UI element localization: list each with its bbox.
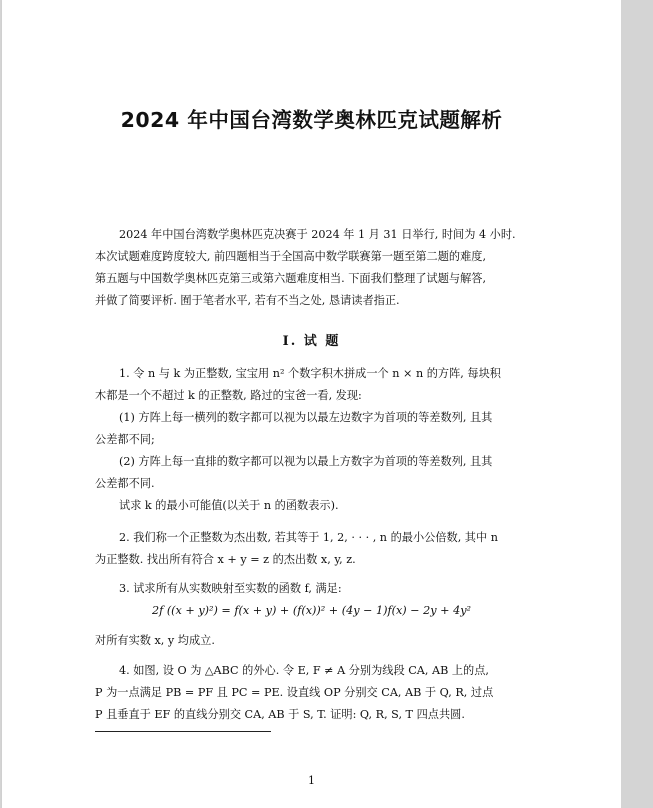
problem-line: 公差都不同;: [95, 433, 155, 446]
problem-line: 4. 如图, 设 O 为 △ABC 的外心. 令 E, F ≠ A 分别为线段 CA, AB 上的点,: [119, 664, 489, 677]
problem-line: 为正整数. 找出所有符合 x + y = z 的杰出数 x, y, z.: [95, 553, 356, 566]
problem-line: P 为一点满足 PB = PF 且 PC = PE. 设直线 OP 分别交 CA, AB 于 Q, R, 过点: [95, 686, 494, 699]
intro-line: 第五题与中国数学奥林匹克第三或第六题难度相当. 下面我们整理了试题与解答,: [95, 272, 487, 285]
problem-line: 3. 试求所有从实数映射至实数的函数 f, 满足:: [119, 582, 342, 595]
problem-line: 木都是一个不超过 k 的正整数, 路过的宝爸一看, 发现:: [95, 389, 362, 402]
section-heading: I. 试 题: [282, 334, 341, 349]
intro-line: 2024 年中国台湾数学奥林匹克决赛于 2024 年 1 月 31 日举行, 时间为 4 小时.: [119, 228, 516, 241]
document-page: [2, 0, 621, 808]
problem-line: 公差都不同.: [95, 477, 155, 490]
problem-3-condition: [95, 630, 533, 652]
problem-line: 1. 令 n 与 k 为正整数, 宝宝用 n² 个数字积木拼成一个 n × n 的方阵, 每块积: [119, 367, 501, 380]
problem-line: (1) 方阵上每一横列的数字都可以视为以最左边数字为首项的等差数列, 且其: [119, 411, 493, 424]
problem-4: [95, 660, 533, 726]
problem-3: [95, 578, 533, 600]
problem-1: [95, 363, 533, 517]
problem-2: [95, 527, 533, 571]
problem-line: P 且垂直于 EF 的直线分别交 CA, AB 于 S, T. 证明: Q, R, S, T 四点共圆.: [95, 708, 465, 721]
problem-line: 2. 我们称一个正整数为杰出数, 若其等于 1, 2, · · · , n 的最小公倍数, 其中 n: [119, 531, 498, 544]
footnote-rule: [95, 731, 271, 732]
document-title: 2024 年中国台湾数学奥林匹克试题解析: [120, 108, 503, 132]
problem-line: (2) 方阵上每一直排的数字都可以视为以最上方数字为首项的等差数列, 且其: [119, 455, 493, 468]
intro-line: 并做了简要评析. 囿于笔者水平, 若有不当之处, 恳请读者指正.: [95, 294, 400, 307]
problem-3-formula: 2f ((x + y)²) = f(x + y) + (f(x))² + (4y − 1)f(x) − 2y + 4y²: [152, 604, 471, 617]
intro-line: 本次试题难度跨度较大, 前四题相当于全国高中数学联赛第一题至第二题的难度,: [95, 250, 487, 263]
page-number: 1: [308, 774, 315, 787]
problem-line: 对所有实数 x, y 均成立.: [95, 634, 215, 647]
intro-paragraph: [95, 224, 533, 312]
viewer-gutter: [621, 0, 653, 808]
problem-line: 试求 k 的最小可能值(以关于 n 的函数表示).: [119, 499, 339, 512]
